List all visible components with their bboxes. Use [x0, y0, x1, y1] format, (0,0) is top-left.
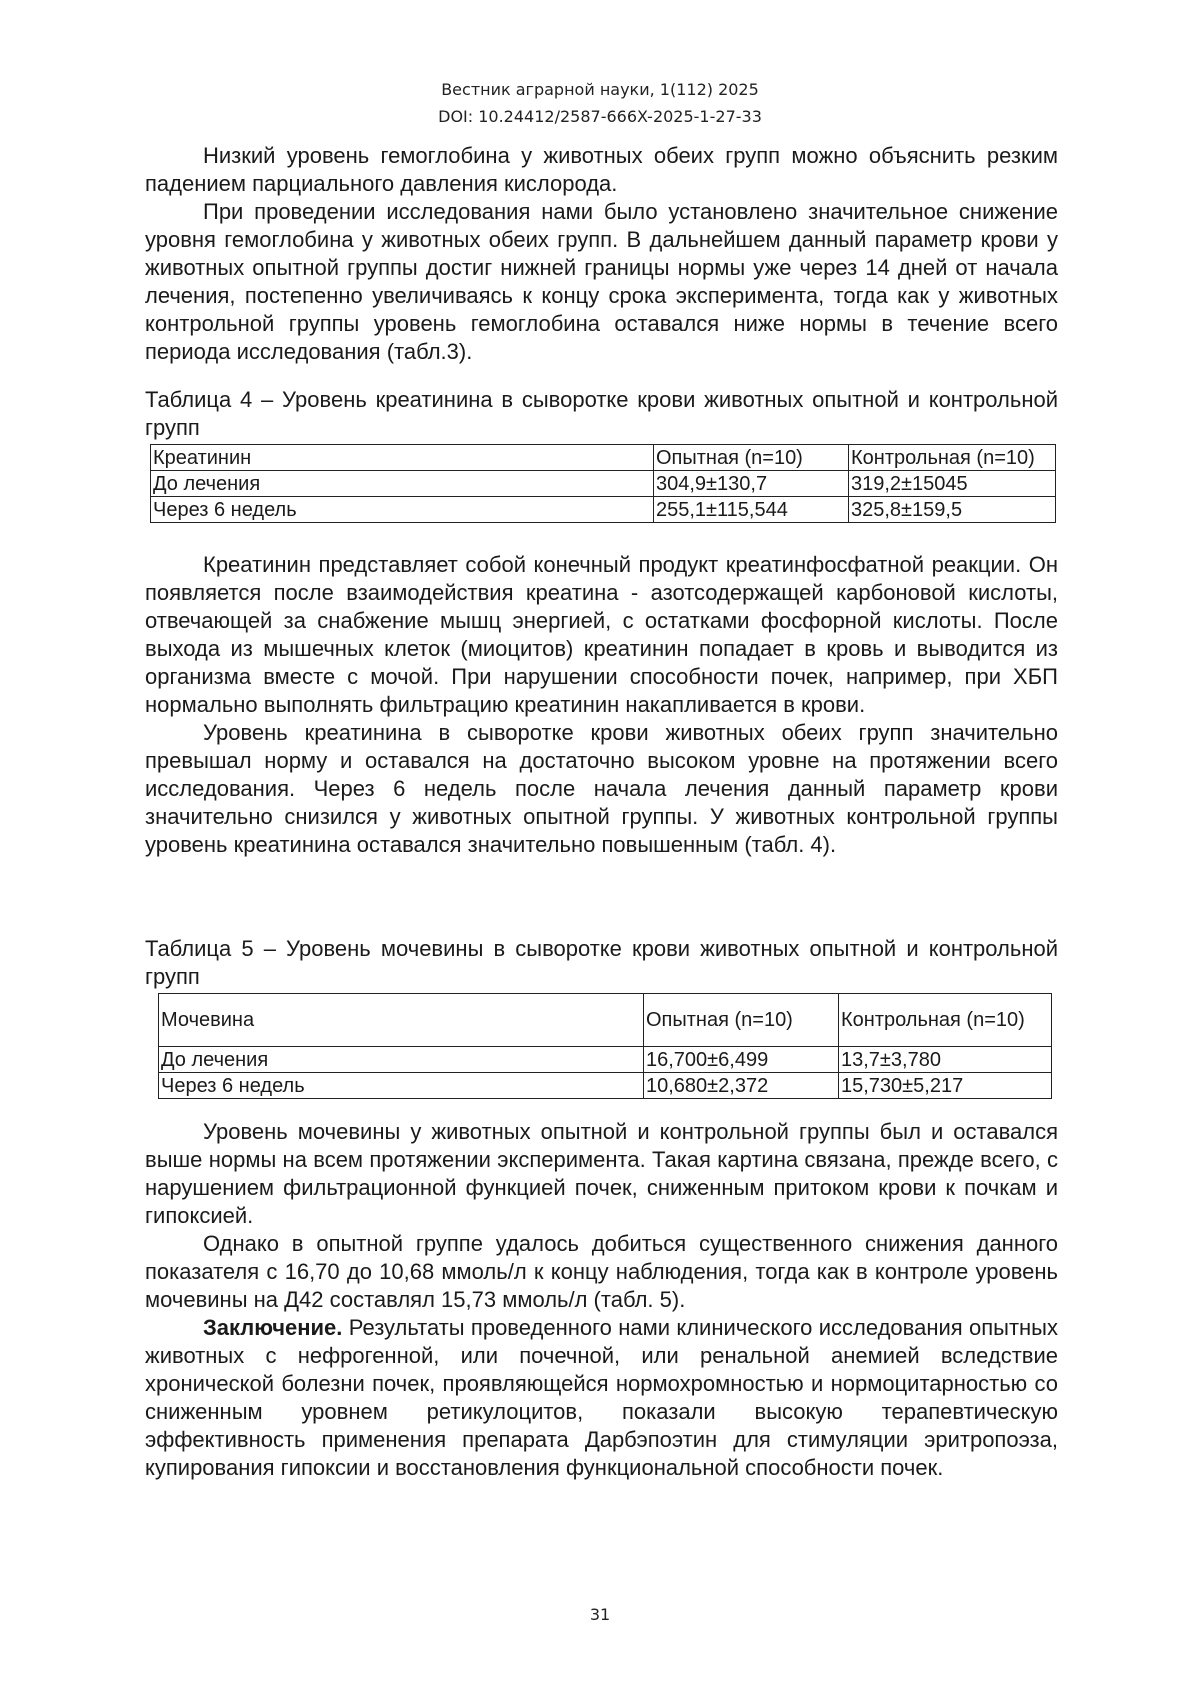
table-cell: 304,9±130,7 [654, 471, 849, 497]
journal-title: Вестник аграрной науки, 1(112) 2025 [441, 80, 759, 99]
table4-caption: Таблица 4 – Уровень креатинина в сыворотке крови животных опытной и контрольной групп [145, 387, 1058, 440]
table-cell: До лечения [151, 471, 654, 497]
table-header-cell: Контрольная (n=10) [839, 994, 1052, 1047]
table-row [151, 471, 1056, 497]
conclusion-label: Заключение. [203, 1315, 343, 1340]
table-header-row [151, 445, 1056, 471]
table-row [159, 1047, 1052, 1073]
table-header-cell: Опытная (n=10) [644, 994, 839, 1047]
paragraph: Уровень мочевины у животных опытной и контрольной группы был и оставался выше нормы на всем протяжении эксперимента. Такая картина связана, прежде всего, с нарушением фильтрационной функцией почек, сниженным притоком крови к почкам и гипоксией. [145, 1119, 1058, 1228]
paragraph: Креатинин представляет собой конечный продукт креатинфосфатной реакции. Он появляется после взаимодействия креатина - азотсодержащей карбоновой кислоты, отвечающей за снабжение мышц энергией, с остатками фосфорной кислоты. После выхода из мышечных клеток (миоцитов) креатинин попадает в кровь и выводится из организма вместе с мочой. При нарушении способности почек, например, при ХБП нормально выполнять фильтрацию креатинин накапливается в крови. [145, 552, 1058, 717]
table4 [150, 444, 1056, 523]
body-text-bottom [145, 1118, 1058, 1482]
table-header-cell: Контрольная (n=10) [849, 445, 1056, 471]
paragraph: Однако в опытной группе удалось добиться существенного снижения данного показателя с 16,70 до 10,68 ммоль/л к концу наблюдения, тогда как в контроле уровень мочевины на Д42 составлял 15,73 ммоль/л (табл. 5). [145, 1231, 1058, 1312]
table-cell: 16,700±6,499 [644, 1047, 839, 1073]
page-number: 31 [589, 1605, 611, 1624]
running-header [0, 76, 1200, 130]
paragraph: Уровень креатинина в сыворотке крови животных обеих групп значительно превышал норму и оставался на достаточно высоком уровне на протяжении всего исследования. Через 6 недель после начала лечения данный параметр крови значительно снизился у животных опытной группы. У животных контрольной группы уровень креатинина оставался значительно повышенным (табл. 4). [145, 720, 1058, 857]
doi: DOI: 10.24412/2587-666X-2025-1-27-33 [438, 107, 762, 126]
conclusion-text: Результаты проведенного нами клинического исследования опытных животных с нефрогенной, или почечной, или ренальной анемией вследствие хронической болезни почек, проявляющейся нормохромностью и нормоцитарностью со сниженным уровнем ретикулоцитов, показали высокую терапевтическую эффективность применения препарата Дарбэпоэтин для стимуляции эритропоэза, купирования гипоксии и восстановления функциональной способности почек. [145, 1315, 1058, 1480]
table5-caption-block [145, 935, 1058, 991]
conclusion-paragraph [145, 1314, 1058, 1482]
body-text-top [145, 142, 1058, 366]
table-header-cell: Креатинин [151, 445, 654, 471]
table5 [158, 993, 1052, 1099]
paragraph: Низкий уровень гемоглобина у животных обеих групп можно объяснить резким падением парциального давления кислорода. [145, 143, 1058, 196]
table-cell: Через 6 недель [151, 497, 654, 523]
table-row [159, 1073, 1052, 1099]
table-header-cell: Опытная (n=10) [654, 445, 849, 471]
table-cell: 10,680±2,372 [644, 1073, 839, 1099]
table-cell: До лечения [159, 1047, 644, 1073]
table-cell: Через 6 недель [159, 1073, 644, 1099]
table-cell: 255,1±115,544 [654, 497, 849, 523]
table-cell: 319,2±15045 [849, 471, 1056, 497]
table4-caption-block [145, 386, 1058, 442]
table-header-row [159, 994, 1052, 1047]
table-cell: 13,7±3,780 [839, 1047, 1052, 1073]
body-text-middle [145, 551, 1058, 859]
table-header-cell: Мочевина [159, 994, 644, 1047]
table-row [151, 497, 1056, 523]
table-cell: 325,8±159,5 [849, 497, 1056, 523]
paragraph: При проведении исследования нами было установлено значительное снижение уровня гемоглобина у животных обеих групп. В дальнейшем данный параметр крови у животных опытной группы достиг нижней границы нормы уже через 14 дней от начала лечения, постепенно увеличиваясь к концу срока эксперимента, тогда как у животных контрольной группы уровень гемоглобина оставался ниже нормы в течение всего периода исследования (табл.3). [145, 199, 1058, 364]
table5-caption: Таблица 5 – Уровень мочевины в сыворотке крови животных опытной и контрольной групп [145, 936, 1058, 989]
table-cell: 15,730±5,217 [839, 1073, 1052, 1099]
